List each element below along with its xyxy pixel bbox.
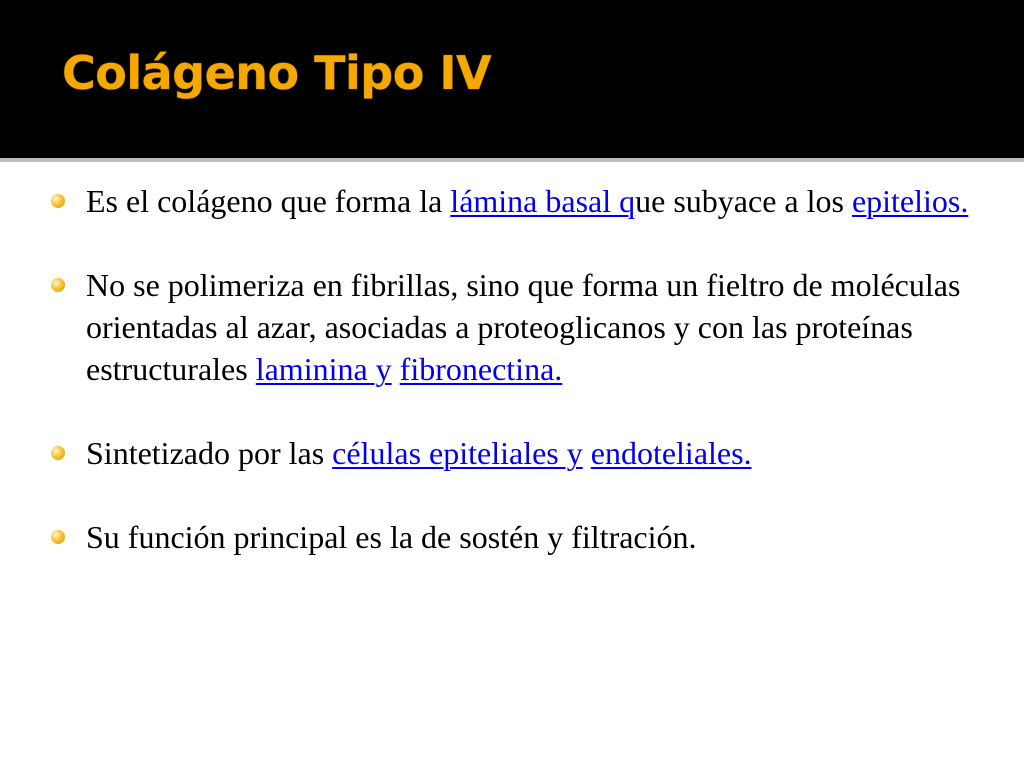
- bullet-text: Su función principal es la de sostén y filtración.: [86, 519, 697, 555]
- bullet-icon: [51, 446, 65, 460]
- slide-title: Colágeno Tipo IV: [62, 46, 492, 100]
- bullet-list: [48, 180, 978, 600]
- bullet-text: ue subyace a los: [635, 183, 852, 219]
- list-item: [48, 516, 978, 558]
- link-celulas-epiteliales[interactable]: células epiteliales y: [332, 435, 583, 471]
- link-endoteliales[interactable]: endoteliales.: [590, 435, 752, 471]
- link-laminina[interactable]: laminina y: [255, 351, 392, 387]
- bullet-text: Es el colágeno que forma la: [86, 183, 451, 219]
- bullet-text: [392, 351, 400, 387]
- bullet-text: No se polimeriza en fibrillas, sino que forma un fieltro de moléculas orientadas al azar, asociadas a proteoglicanos y con las proteínas estructurales: [86, 267, 961, 387]
- list-item: [48, 264, 978, 390]
- list-item: [48, 432, 978, 474]
- title-divider: [0, 158, 1024, 162]
- bullet-text: Sintetizado por las: [86, 435, 333, 471]
- bullet-icon: [51, 278, 65, 292]
- bullet-icon: [51, 530, 65, 544]
- bullet-text: [583, 435, 591, 471]
- bullet-icon: [51, 194, 65, 208]
- title-bar: [0, 0, 1024, 158]
- link-fibronectina[interactable]: fibronectina.: [399, 351, 563, 387]
- link-epitelios[interactable]: epitelios.: [851, 183, 969, 219]
- link-lamina-basal[interactable]: lámina basal q: [450, 183, 636, 219]
- list-item: [48, 180, 978, 222]
